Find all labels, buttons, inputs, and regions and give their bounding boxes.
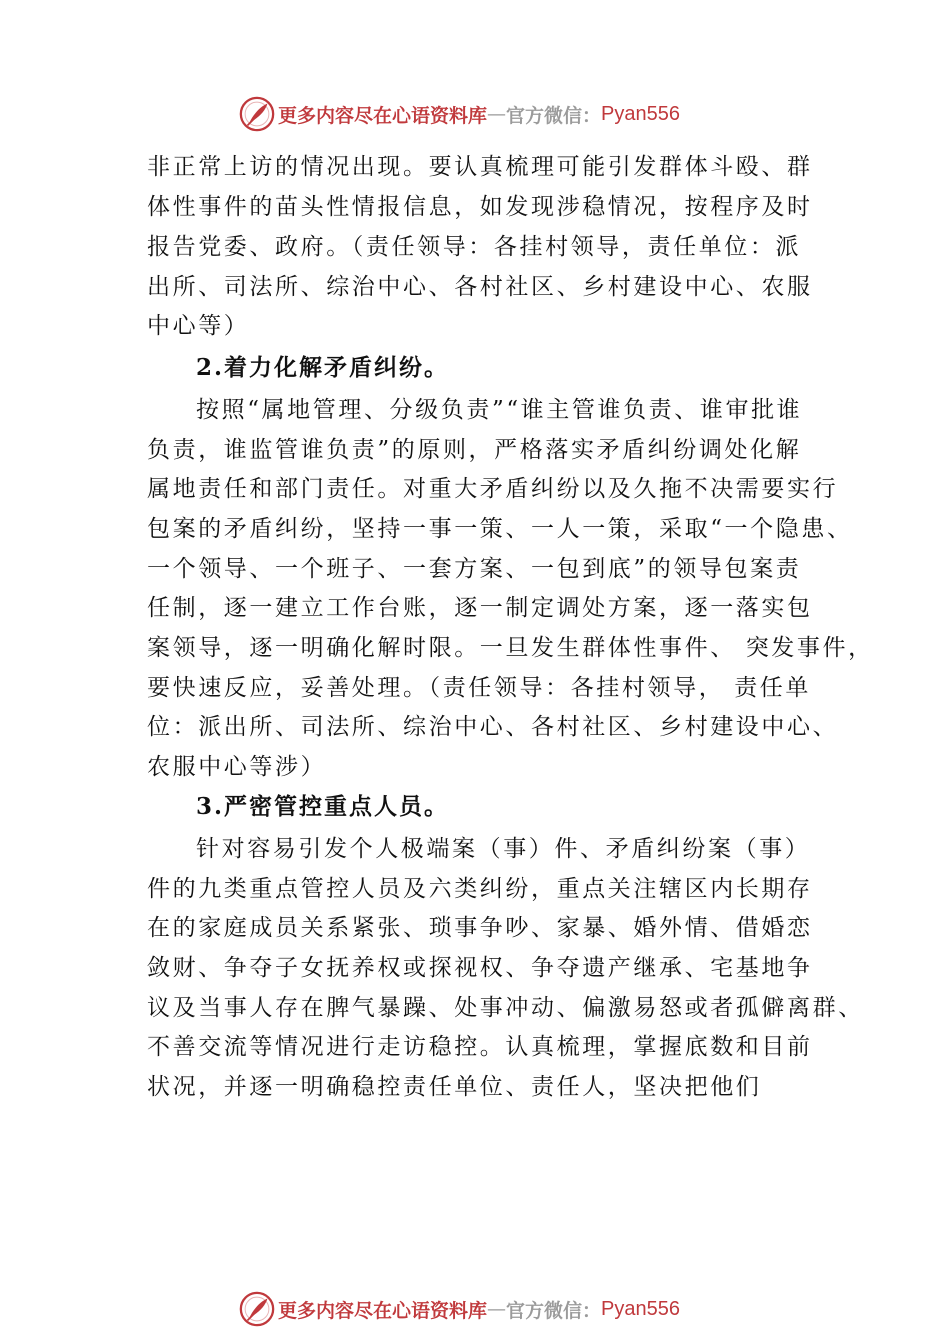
text-line: 件的九类重点管控人员及六类纠纷，重点关注辖区内长期存 xyxy=(147,876,813,902)
text-line: 包案的矛盾纠纷，坚持一事一策、一人一策，采取“一个隐患、 xyxy=(147,516,853,542)
text-line: 报告党委、政府。（责任领导：各挂村领导，责任单位：派 xyxy=(147,234,802,260)
text-line: 不善交流等情况进行走访稳控。认真梳理，掌握底数和目前 xyxy=(147,1034,813,1060)
text-line: 一个领导、一个班子、一套方案、一包到底”的领导包案责 xyxy=(147,556,802,582)
text-line: 中心等） xyxy=(147,313,250,339)
feather-pen-logo-icon xyxy=(238,95,276,133)
text-line: 按照“属地管理、分级负责”“谁主管谁负责、谁审批谁 xyxy=(196,397,803,423)
banner-wechat-id: Pyan556 xyxy=(601,1297,680,1320)
banner-wechat-label: 官方微信： xyxy=(506,1299,602,1322)
banner-brand-text: 更多内容尽在心语资料库 xyxy=(278,1299,488,1322)
text-line: 状况，并逐一明确稳控责任单位、责任人，坚决把他们 xyxy=(147,1074,762,1100)
banner-brand-text: 更多内容尽在心语资料库 xyxy=(278,104,488,127)
header-banner xyxy=(238,94,758,134)
text-line: 农服中心等涉） xyxy=(147,754,327,780)
banner-wechat-label: 官方微信： xyxy=(506,104,602,127)
banner-wechat-id: Pyan556 xyxy=(601,102,680,125)
text-line: 位：派出所、司法所、综治中心、各村社区、乡村建设中心、 xyxy=(147,714,839,740)
feather-pen-logo-icon xyxy=(238,1290,276,1328)
banner-dash: — xyxy=(487,1298,507,1320)
text-line: 出所、司法所、综治中心、各村社区、乡村建设中心、农服 xyxy=(147,274,813,300)
section-heading: 2.着力化解矛盾纠纷。 xyxy=(196,354,450,381)
text-line: 负责，谁监管谁负责”的原则，严格落实矛盾纠纷调处化解 xyxy=(147,437,802,463)
section-heading: 3.严密管控重点人员。 xyxy=(196,793,450,820)
text-line: 非正常上访的情况出现。要认真梳理可能引发群体斗殴、群 xyxy=(147,154,813,180)
text-line: 敛财、争夺子女抚养权或探视权、争夺遗产继承、宅基地争 xyxy=(147,955,813,981)
text-line: 案领导，逐一明确化解时限。一旦发生群体性事件、 突发事件， xyxy=(147,635,874,661)
text-line: 在的家庭成员关系紧张、琐事争吵、家暴、婚外情、借婚恋 xyxy=(147,915,813,941)
footer-banner xyxy=(238,1289,758,1329)
banner-dash: — xyxy=(487,103,507,125)
text-line: 要快速反应，妥善处理。（责任领导：各挂村领导， 责任单 xyxy=(147,675,812,701)
text-line: 属地责任和部门责任。对重大矛盾纠纷以及久拖不决需要实行 xyxy=(147,476,839,502)
text-line: 议及当事人存在脾气暴躁、处事冲动、偏激易怒或者孤僻离群、 xyxy=(147,995,864,1021)
text-line: 体性事件的苗头性情报信息，如发现涉稳情况，按程序及时 xyxy=(147,194,813,220)
text-line: 针对容易引发个人极端案（事）件、矛盾纠纷案（事） xyxy=(196,836,811,862)
text-line: 任制，逐一建立工作台账，逐一制定调处方案，逐一落实包 xyxy=(147,595,813,621)
